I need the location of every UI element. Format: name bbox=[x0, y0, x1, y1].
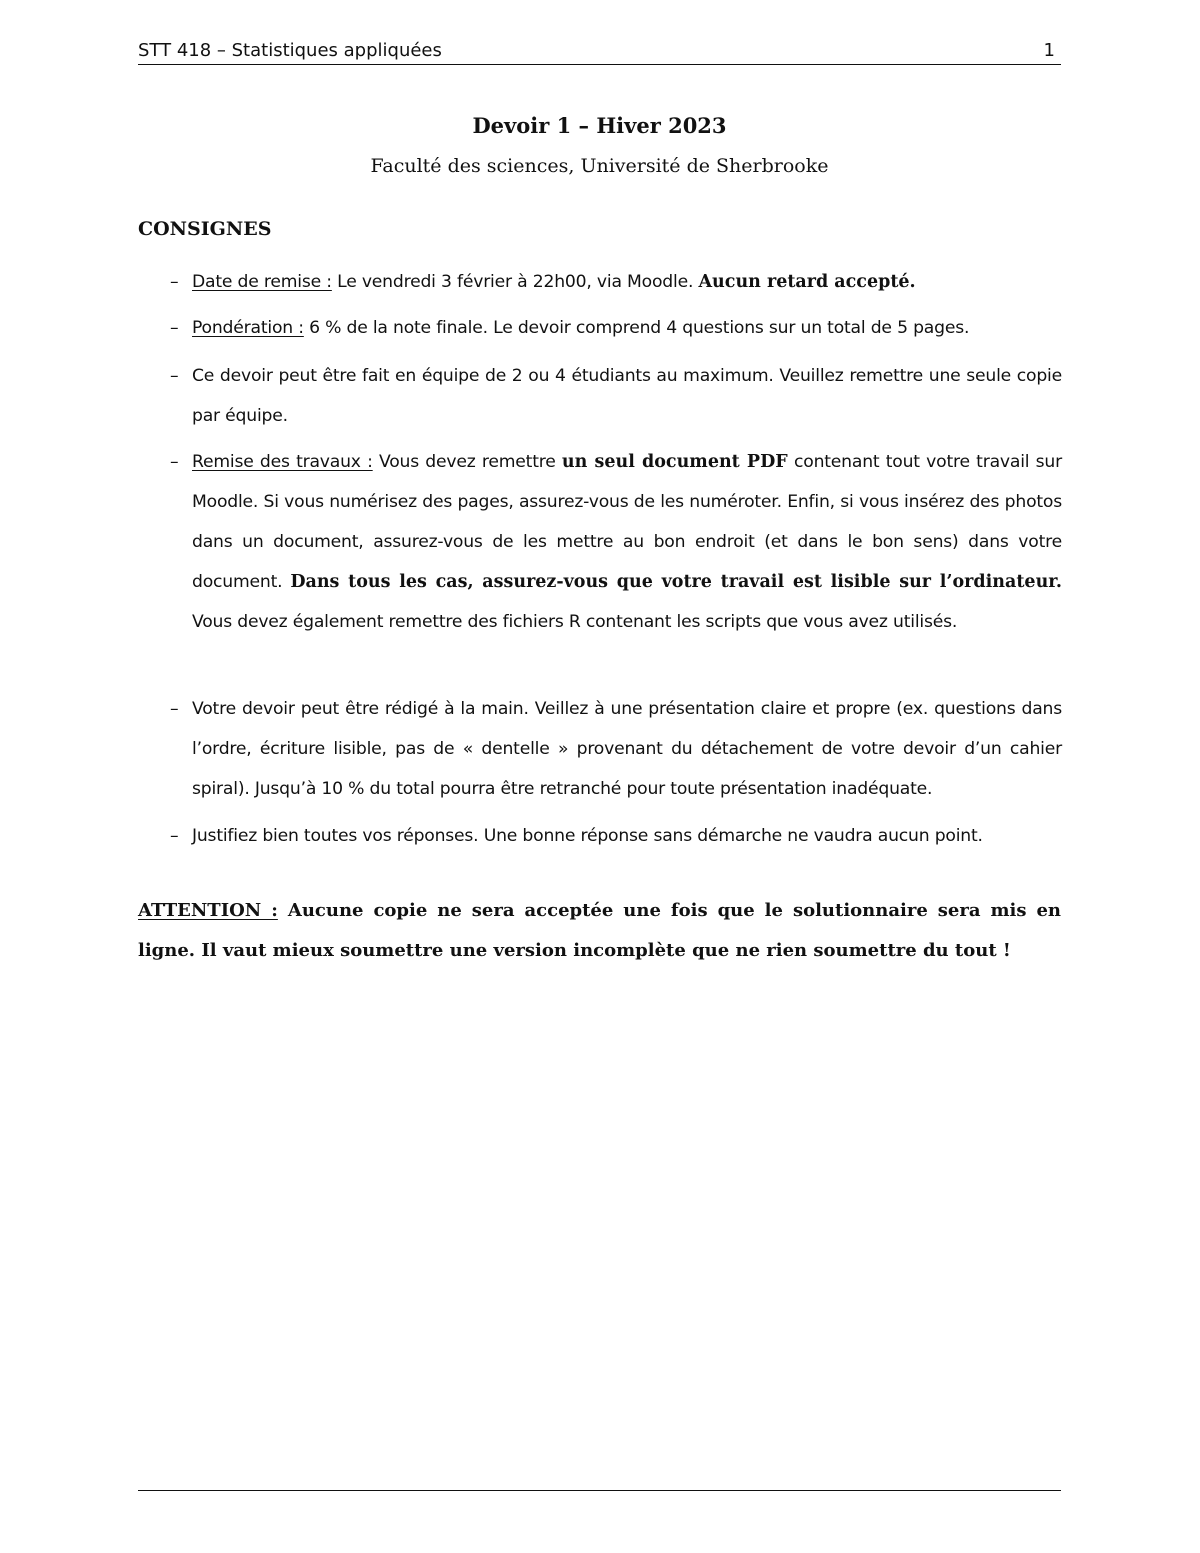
page-header bbox=[138, 40, 1061, 65]
list-item-date bbox=[170, 262, 1062, 302]
ponderation-label: Pondération : bbox=[192, 318, 304, 338]
course-title: STT 418 – Statistiques appliquées bbox=[138, 40, 442, 61]
remise-text-2: contenant tout votre travail sur Moodle. Si vous numérisez des pages, assurez-vous de les numéroter. Enfin, si vous insérez des photos dans un document, assurez-vous de les mettre au bon endroit (et dans le bon sens) dans votre document. bbox=[192, 452, 1062, 592]
attention-notice bbox=[138, 891, 1061, 971]
equipe-text: Ce devoir peut être fait en équipe de 2 ou 4 étudiants au maximum. Veuillez remettre une seule copie par équipe. bbox=[192, 366, 1062, 426]
bullet-dash: – bbox=[170, 272, 179, 292]
list-item-remise bbox=[170, 442, 1062, 642]
remise-label: Remise des travaux : bbox=[192, 452, 373, 472]
remise-bold-2: Dans tous les cas, assurez-vous que votre travail est lisible sur l’ordinateur. bbox=[290, 572, 1062, 592]
remise-text-1: Vous devez remettre bbox=[372, 452, 562, 472]
attention-label: ATTENTION : bbox=[138, 900, 278, 921]
bullet-dash: – bbox=[170, 318, 179, 338]
bullet-dash: – bbox=[170, 826, 179, 846]
attention-text: Aucune copie ne sera acceptée une fois que le solutionnaire sera mis en ligne. Il vaut mieux soumettre une version incomplète que ne rien soumettre du tout ! bbox=[138, 900, 1061, 961]
bullet-dash: – bbox=[170, 699, 179, 719]
remise-text-3: Vous devez également remettre des fichiers R contenant les scripts que vous avez utilisés. bbox=[192, 612, 958, 632]
list-item-equipe bbox=[170, 356, 1062, 436]
bullet-dash: – bbox=[170, 452, 179, 472]
ponderation-text: 6 % de la note finale. Le devoir comprend 4 questions sur un total de 5 pages. bbox=[303, 318, 970, 338]
list-item-justifiez bbox=[170, 816, 1062, 856]
remise-bold-1: un seul document PDF bbox=[561, 452, 788, 472]
document-title: Devoir 1 – Hiver 2023 bbox=[472, 113, 727, 138]
justifiez-text: Justifiez bien toutes vos réponses. Une bonne réponse sans démarche ne vaudra aucun point. bbox=[192, 826, 983, 846]
document-subtitle: Faculté des sciences, Université de Sherbrooke bbox=[370, 155, 829, 177]
list-item-ponderation bbox=[170, 308, 1062, 348]
footer-rule bbox=[138, 1490, 1061, 1491]
presentation-text: Votre devoir peut être rédigé à la main. Veillez à une présentation claire et propre (ex. questions dans l’ordre, écriture lisible, pas de « dentelle » provenant du détachement de votre devoir d’un cahier spiral). Jusqu’à 10 % du total pourra être retranché pour toute présentation inadéquate. bbox=[192, 699, 1062, 799]
page-number: 1 bbox=[1043, 40, 1055, 61]
consignes-heading: CONSIGNES bbox=[138, 218, 272, 240]
date-bold: Aucun retard accepté. bbox=[698, 272, 916, 292]
date-text: Le vendredi 3 février à 22h00, via Moodle. bbox=[331, 272, 699, 292]
bullet-dash: – bbox=[170, 366, 179, 386]
list-item-presentation bbox=[170, 689, 1062, 809]
date-label: Date de remise : bbox=[192, 272, 332, 292]
